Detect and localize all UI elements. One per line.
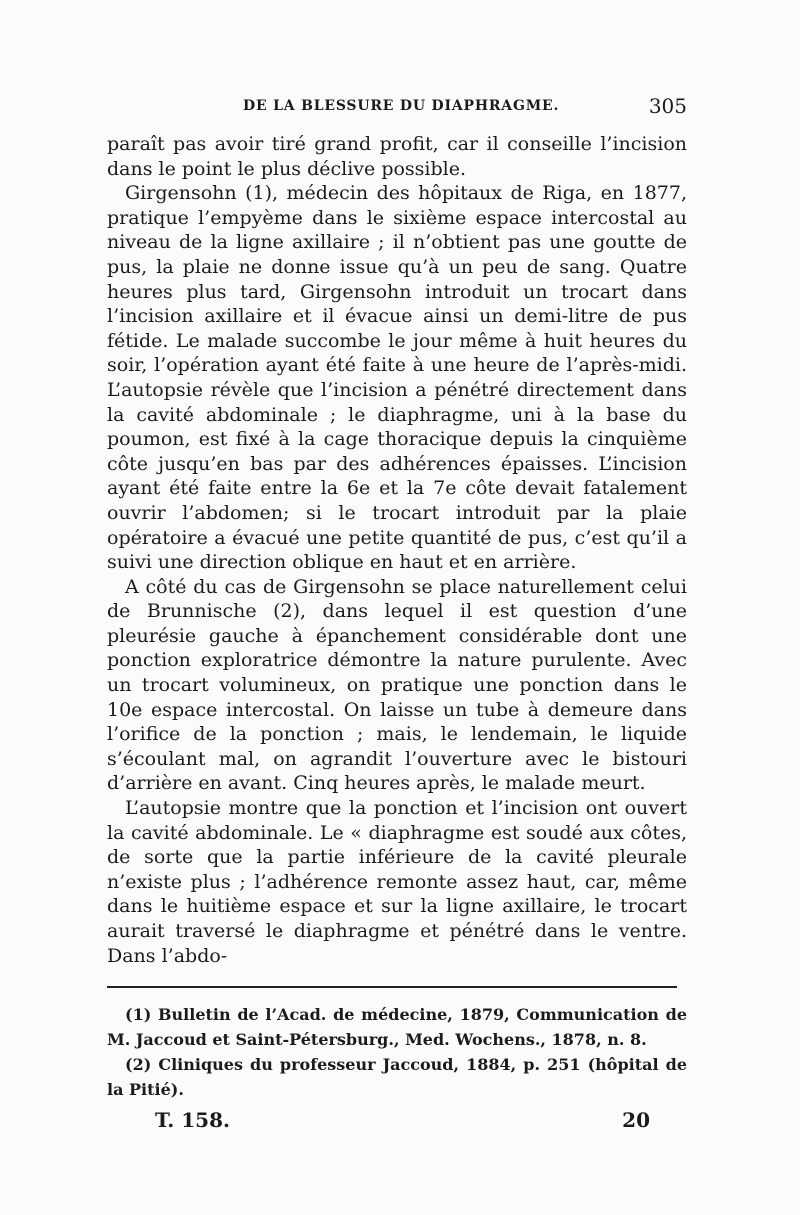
running-head: [107, 96, 687, 124]
footnotes: [107, 1002, 687, 1102]
book-page: [107, 96, 687, 1132]
paragraph-autopsie: L’autopsie montre que la ponction et l’incision ont ouvert la cavité abdominale. Le « diaphragme est soudé aux côtes, de sorte que la partie inférieure de la cavité pleurale n’existe plus ; l’adhérence remonte assez haut, car, même dans le huitième espace et sur la ligne axillaire, le trocart aurait traversé le diaphragme et pénétré dans le ventre. Dans l’abdo-: [107, 797, 687, 967]
footnote-1: (1) Bulletin de l’Acad. de médecine, 1879, Communication de M. Jaccoud et Saint-Pétersburg., Med. Wochens., 1878, n. 8.: [107, 1005, 687, 1050]
sheet-signature: 20: [622, 1108, 650, 1133]
page-number: 305: [648, 94, 687, 118]
volume-signature: T. 158.: [155, 1108, 230, 1133]
footnote-rule: [107, 986, 677, 988]
footnote-2: (2) Cliniques du professeur Jaccoud, 1884, p. 251 (hôpital de la Pitié).: [107, 1055, 687, 1100]
running-title: DE LA BLESSURE DU DIAPHRAGME.: [243, 98, 560, 114]
paragraph-continuation: paraît pas avoir tiré grand profit, car il conseille l’incision dans le point le plus déclive possible.: [107, 133, 687, 180]
paragraph-brunnische: A côté du cas de Girgensohn se place naturellement celui de Brunnische (2), dans lequel il est question d’une pleurésie gauche à épanchement considérable dont une ponction exploratrice démontre la nature purulente. Avec un trocart volumineux, on pratique une ponction dans le 10e espace intercostal. On laisse un tube à demeure dans l’orifice de la ponction ; mais, le lendemain, le liquide s’écoulant mal, on agrandit l’ouverture avec le bistouri d’arrière en avant. Cinq heures après, le malade meurt.: [107, 575, 687, 795]
body-text: [107, 132, 687, 968]
signature-line: [107, 1108, 687, 1132]
paragraph-girgensohn: Girgensohn (1), médecin des hôpitaux de Riga, en 1877, pratique l’empyème dans le sixième espace intercostal au niveau de la ligne axillaire ; il n’obtient pas une goutte de pus, la plaie ne donne issue qu’à un peu de sang. Quatre heures plus tard, Girgensohn introduit un trocart dans l’incision axillaire et il évacue ainsi un demi-litre de pus fétide. Le malade succombe le jour même à huit heures du soir, l’opération ayant été faite à une heure de l’après-midi. L’autopsie révèle que l’incision a pénétré directement dans la cavité abdominale ; le diaphragme, uni à la base du poumon, est fixé à la cage thoracique depuis la cinquième côte jusqu’en bas par des adhérences épaisses. L’incision ayant été faite entre la 6e et la 7e côte devait fatalement ouvrir l’abdomen; si le trocart introduit par la plaie opératoire a évacué une petite quantité de pus, c’est qu’il a suivi une direction oblique en haut et en arrière.: [107, 182, 687, 574]
